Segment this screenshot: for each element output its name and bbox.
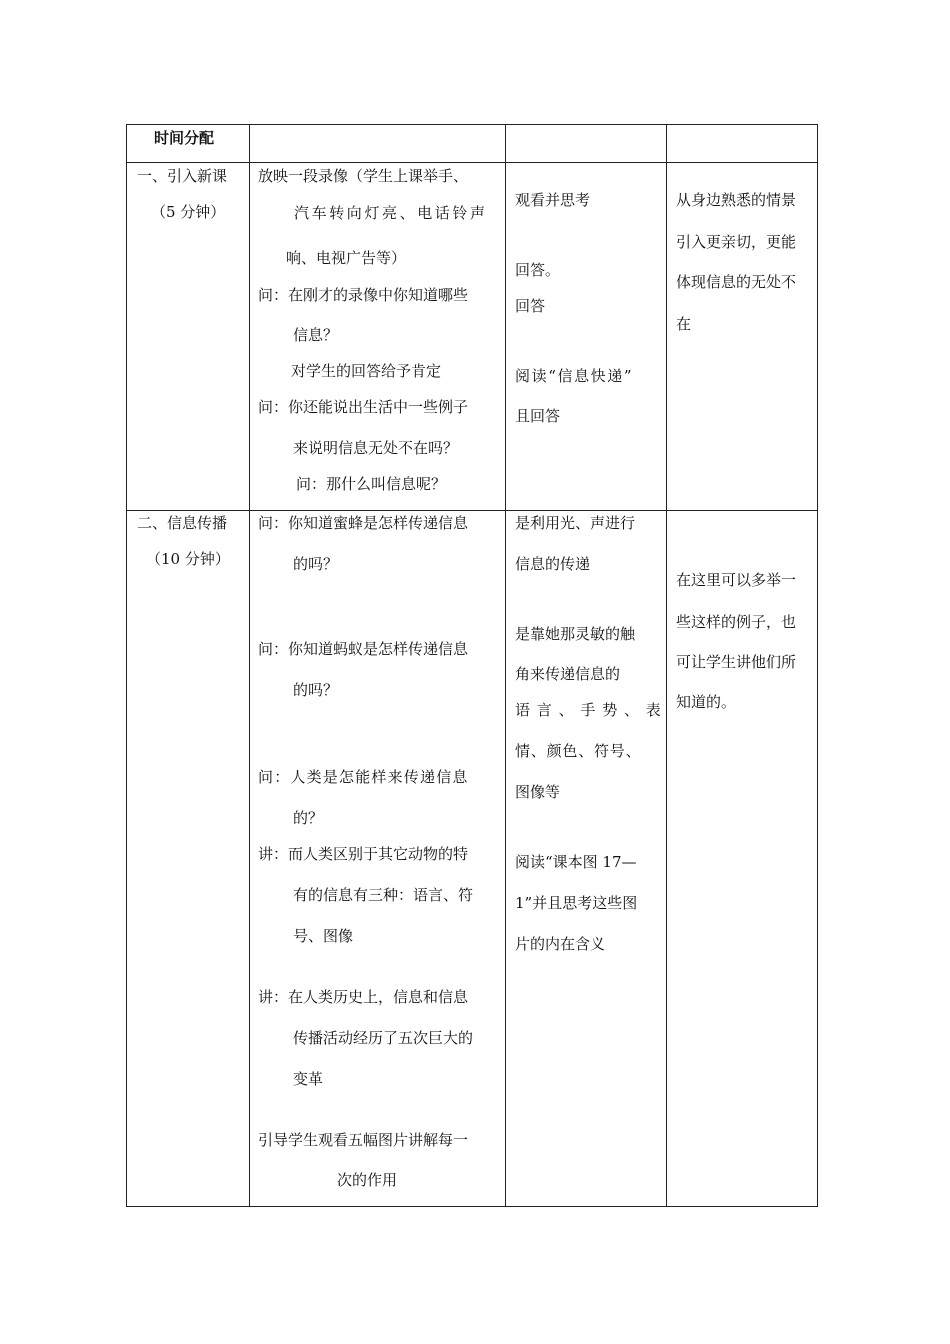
section1-note-line: 从身边熟悉的情景 <box>676 191 797 209</box>
table-border-left <box>126 124 127 1207</box>
table-col-divider <box>666 124 667 1207</box>
section2-teacher-line: 问：你知道蜜蜂是怎样传递信息 <box>258 514 469 532</box>
section2-teacher-line: 的？ <box>293 809 324 827</box>
section1-student-line: 且回答 <box>515 407 561 425</box>
section2-teacher-line: 的吗？ <box>293 555 339 573</box>
section1-teacher-line: 放映一段录像（学生上课举手、 <box>258 167 469 185</box>
section1-note-line: 体现信息的无处不 <box>676 273 797 291</box>
section1-duration: （5 分钟） <box>151 203 226 221</box>
section2-title: 二、信息传播 <box>137 514 228 532</box>
section2-student-line: 信息的传递 <box>515 555 591 573</box>
table-row-divider <box>126 510 818 511</box>
section2-note-line: 些这样的例子，也 <box>676 613 797 631</box>
section2-student-line: 情、颜色、符号、 <box>515 742 642 760</box>
section1-teacher-line: 问：你还能说出生活中一些例子 <box>258 398 469 416</box>
section1-student-line: 阅读“信息快递” <box>515 367 634 385</box>
section2-teacher-line: 次的作用 <box>337 1171 398 1189</box>
section1-note-line: 在 <box>676 315 692 333</box>
table-border-top <box>126 124 818 125</box>
section1-teacher-line: 来说明信息无处不在吗？ <box>293 439 459 457</box>
section2-teacher-line: 变革 <box>293 1070 324 1088</box>
section2-student-line: 片的内在含义 <box>515 935 606 953</box>
section1-title: 一、引入新课 <box>137 167 228 185</box>
section1-note-line: 引入更亲切，更能 <box>676 233 797 251</box>
section2-note-line: 知道的。 <box>676 693 737 711</box>
section2-student-line: 语言、手势、表 <box>515 701 668 719</box>
section2-student-line: 是利用光、声进行 <box>515 514 636 532</box>
section1-teacher-line: 响、电视广告等） <box>286 249 407 267</box>
section2-student-line: 是靠她那灵敏的触 <box>515 625 636 643</box>
section1-student-line: 观看并思考 <box>515 191 591 209</box>
table-row-divider <box>126 162 818 163</box>
section2-teacher-line: 的吗？ <box>293 681 339 699</box>
section2-duration: （10 分钟） <box>146 550 230 568</box>
section2-student-line: 1”并且思考这些图 <box>515 894 638 912</box>
section2-teacher-line: 传播活动经历了五次巨大的 <box>293 1029 474 1047</box>
section2-student-line: 角来传递信息的 <box>515 665 621 683</box>
section1-teacher-line: 问：在刚才的录像中你知道哪些 <box>258 286 469 304</box>
section1-student-line: 回答。 <box>515 261 561 279</box>
section2-teacher-line: 讲：在人类历史上，信息和信息 <box>258 988 469 1006</box>
section1-student-line: 回答 <box>515 297 546 315</box>
section2-student-line: 图像等 <box>515 783 561 801</box>
lesson-plan-table <box>126 124 818 1207</box>
section2-student-line: 阅读“课本图 17— <box>515 853 637 871</box>
section2-teacher-line: 问：人类是怎能样来传递信息 <box>258 768 469 786</box>
section2-note-line: 可让学生讲他们所 <box>676 653 797 671</box>
section1-teacher-line: 对学生的回答给予肯定 <box>291 362 442 380</box>
table-border-bottom <box>126 1206 818 1207</box>
section2-teacher-line: 号、图像 <box>293 927 354 945</box>
header-time-allocation: 时间分配 <box>154 129 215 147</box>
section1-teacher-line: 问：那什么叫信息呢？ <box>296 475 447 493</box>
section1-teacher-line: 信息？ <box>293 326 339 344</box>
section2-teacher-line: 问：你知道蚂蚁是怎样传递信息 <box>258 640 469 658</box>
section1-teacher-line: 汽车转向灯亮、电话铃声 <box>294 204 488 222</box>
table-col-divider <box>505 124 506 1207</box>
section2-teacher-line: 有的信息有三种：语言、符 <box>293 886 474 904</box>
section2-teacher-line: 引导学生观看五幅图片讲解每一 <box>258 1131 469 1149</box>
table-border-right <box>817 124 818 1207</box>
section2-note-line: 在这里可以多举一 <box>676 571 797 589</box>
section2-teacher-line: 讲：而人类区别于其它动物的特 <box>258 845 469 863</box>
table-col-divider <box>249 124 250 1207</box>
